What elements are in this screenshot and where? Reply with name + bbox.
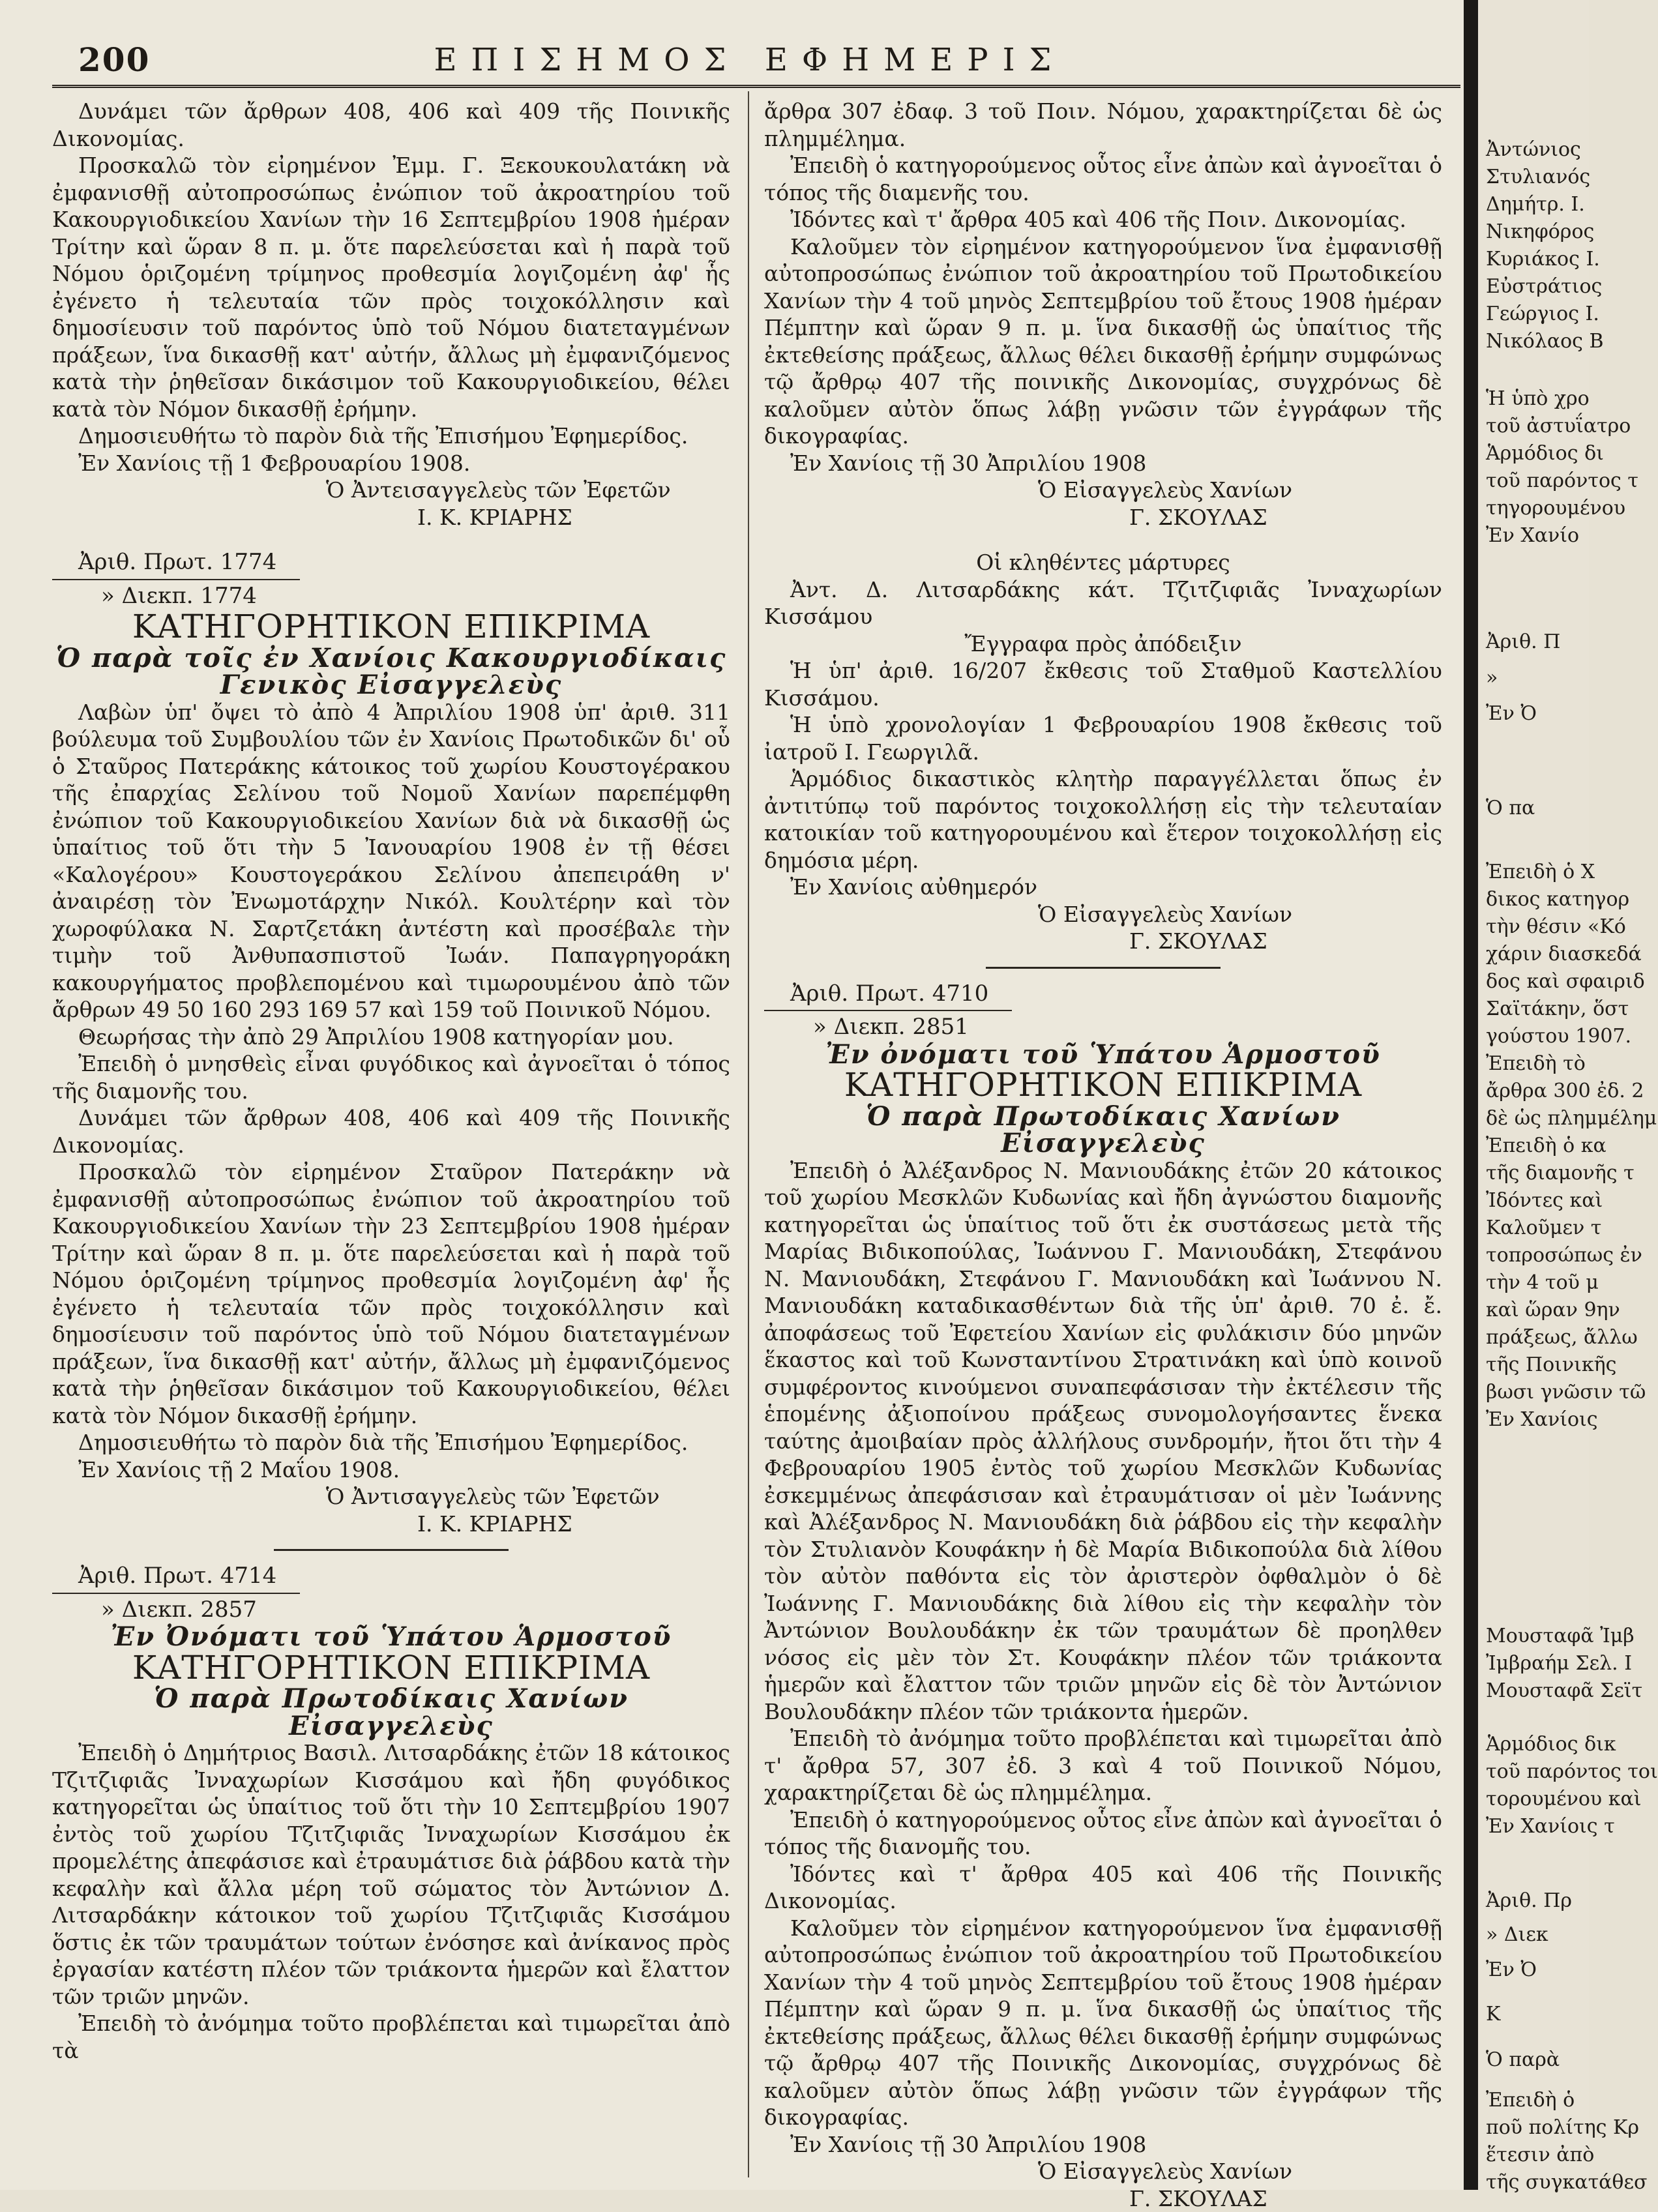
adjacent-page-line: Ἰμβραήμ Σελ. Ι <box>1486 1651 1632 1677</box>
column-divider <box>748 91 749 2177</box>
section-heading: ΚΑΤΗΓΟΡΗΤΙΚΟΝ ΕΠΙΚΡΙΜΑ <box>52 613 730 641</box>
section-heading: ΚΑΤΗΓΟΡΗΤΙΚΟΝ ΕΠΙΚΡΙΜΑ <box>764 1072 1442 1099</box>
paragraph: Ἡ ὑπὸ χρονολογίαν 1 Φεβρουαρίου 1908 ἔκθεσις τοῦ ἰατροῦ Ι. Γεωργιλᾶ. <box>764 711 1442 765</box>
adjacent-page-line: Γεώργιος Ι. <box>1486 301 1599 327</box>
paragraph: Ἐν Χανίοις τῇ 1 Φεβρουαρίου 1908. <box>52 450 730 477</box>
spacer <box>52 531 730 549</box>
adjacent-page-line: Ἐπειδὴ τὸ <box>1486 1051 1586 1077</box>
adjacent-page-line: Ἐν Χανίοις <box>1486 1407 1598 1433</box>
adjacent-page-line: » <box>1486 665 1498 691</box>
adjacent-page-line: τὴν 4 τοῦ μ <box>1486 1270 1599 1296</box>
section-separator <box>274 1549 509 1551</box>
adjacent-page-line: Σαϊτάκην, ὅστ <box>1486 996 1629 1022</box>
adjacent-page-line: » Διεκ <box>1486 1922 1548 1948</box>
section-separator <box>986 967 1221 969</box>
paragraph: Ἐν Χανίοις τῇ 30 Ἀπριλίου 1908 <box>764 2131 1442 2159</box>
adjacent-page-line: Ἐπειδὴ ὁ κα <box>1486 1133 1606 1159</box>
adjacent-page-line: ἕτεσιν ἀπὸ <box>1486 2142 1594 2168</box>
paragraph: Προσκαλῶ τὸν εἰρημένον Ἐμμ. Γ. Ξεκουκουλατάκη νὰ ἐμφανισθῇ αὐτοπροσώπως ἐνώπιον τοῦ ἀκροατηρίου τοῦ Κακουργιοδικείου Χανίων τὴν 16 Σεπτεμβρίου 1908 ἡμέραν Τρίτην καὶ ὥραν 8 π. μ. ὅτε παρελεύσεται καὶ ἡ παρὰ τοῦ Νόμου ὁριζομένη τρίμηνος προθεσμία λογιζομένη ἀφ' ἧς ἐγένετο ἡ τελευταία τῶν πρὸς τοιχοκόλλησιν καὶ δημοσίευσιν τοῦ παρόντος ὑπὸ τοῦ Νόμου διατεταγμένων πράξεων, ἵνα δικασθῇ κατ' αὐτήν, ἄλλως μὴ ἐμφανιζόμενος κατὰ τὴν ῥηθεῖσαν δικάσιμον τοῦ Κακουργιοδικείου, θέλει κατὰ τὸν Νόμον δικασθῇ ἐρήμην. <box>52 152 730 422</box>
adjacent-page-line: τοῦ παρόντος τοι <box>1486 1759 1658 1785</box>
adjacent-page-line: καὶ ὥραν 9ην <box>1486 1297 1620 1323</box>
adjacent-page-line: βωσι γνῶσιν τῶ <box>1486 1379 1646 1406</box>
dispatch-number: » Διεκπ. 2851 <box>764 1014 1442 1041</box>
section-subheading: Ἐν ὀνόματι τοῦ Ὑπάτου Ἁρμοστοῦ <box>764 1041 1442 1069</box>
newspaper-title: ΕΠΙΣΗΜΟΣ ΕΦΗΜΕΡΙΣ <box>52 42 1447 78</box>
signatory-name: Ι. Κ. ΚΡΙΑΡΗΣ <box>52 504 730 531</box>
protocol-number: Ἀριθ. Πρωτ. 4710 <box>764 981 1442 1008</box>
adjacent-page-line: Ἐπειδὴ ὁ Χ <box>1486 859 1595 885</box>
right-column <box>764 98 1442 2212</box>
adjacent-page-line: Ἐπειδὴ ὁ <box>1486 2087 1575 2114</box>
paragraph: Ἐν Χανίοις τῇ 2 Μαΐου 1908. <box>52 1456 730 1484</box>
paragraph: Θεωρήσας τὴν ἀπὸ 29 Ἀπριλίου 1908 κατηγορίαν μου. <box>52 1024 730 1051</box>
adjacent-page-line: Ἁρμόδιος δι <box>1486 441 1604 467</box>
paragraph: Ἐπειδὴ ὁ Ἀλέξανδρος Ν. Μανιουδάκης ἐτῶν 20 κάτοικος τοῦ χωρίου Μεσκλῶν Κυδωνίας καὶ ἤδη ἀγνώστου διαμονῆς κατηγορεῖται ὡς ὑπαίτιος τοῦ ὅτι ἐκ συστάσεως μετὰ τῆς Μαρίας Βιδικοπούλας, Ἰωάννου Γ. Μανιουδάκη, Στεφάνου Ν. Μανιουδάκη, Στεφάνου Γ. Μανιουδάκη καὶ Ἰωάννου Ν. Μανιουδάκη καταδικασθέντων διὰ τῆς ὑπ' ἀριθ. 70 ἐ. ἔ. ἀποφάσεως τοῦ Ἐφετείου Χανίων εἰς φυλάκισιν δύο μηνῶν ἕκαστος καὶ τοῦ Κωνσταντίνου Στρατινάκη καὶ ὑπὸ κοινοῦ συμφέροντος κινούμενοι συναπεφάσισαν τὴν ἐκτέλεσιν τῆς ἑπομένης ἀξιοποίνου πράξεως συνομολογήσαντες ἕνεκα ταύτης ἀμοιβαίαν πρὸς ἀλλήλους συνδρομήν, ἤτοι ὅτι τὴν 4 Φεβρουαρίου 1905 ἐντὸς τοῦ χωρίου Μεσκλῶν Κυδωνίας ἐσκεμμένως ἀπεφάσισαν καὶ ἐτραυμάτισαν οἱ μὲν Ἰωάννης καὶ Ἀλέξανδρος Ν. Μανιουδάκη διὰ ῥάβδου εἰς τὴν κεφαλὴν τὸν Στυλιανὸν Κουφάκην ἡ δὲ Μαρία Βιδικοπούλα διὰ λίθου τὸν αὐτὸν παθόντα εἰς τὸν ἀριστερὸν ὀφθαλμὸν ὁ δὲ Ἰωάννης Γ. Μανιουδάκης διὰ λίθου εἰς τὴν κεφαλὴν τὸν Ἀντώνιον Βουλουδάκην ἐκ τῶν τραυμάτων δὲ προηλθεν νόσος εἰς μὲν τὸν Στ. Κουφάκην πλέον τῶν τριάκοντα ἡμερῶν καὶ ἔλαττον τῶν τριῶν μηνῶν εἰς δὲ τὸν Ἀντώνιον Βουλουδάκην πλέον τῶν τριάκοντα ἡμερῶν. <box>764 1157 1442 1726</box>
paragraph: Ἐν Χανίοις τῇ 30 Ἀπριλίου 1908 <box>764 450 1442 477</box>
header-rule <box>52 85 1460 88</box>
section-subheading: Ἐν Ὀνόματι τοῦ Ὑπάτου Ἁρμοστοῦ <box>52 1623 730 1651</box>
adjacent-page-line: τῆς συγκατάθεσ <box>1486 2170 1648 2196</box>
adjacent-page-line: χάριν διασκεδά <box>1486 941 1642 967</box>
paragraph: Ἀντ. Δ. Λιτσαρδάκης κάτ. Τζιτζιφιᾶς Ἰνναχωρίων Κισσάμου <box>764 576 1442 630</box>
paragraph: Ἁρμόδιος δικαστικὸς κλητὴρ παραγγέλλεται ὅπως ἐν ἀντιτύπῳ τοῦ παρόντος τοιχοκολλήσῃ εἰς τὴν τελευταίαν κατοικίαν τοῦ κατηγορουμένου καὶ ἕτερον τοιχοκολλήσῃ εἰς δημόσια μέρη. <box>764 765 1442 874</box>
paragraph: Δημοσιευθήτω τὸ παρὸν διὰ τῆς Ἐπισήμου Ἐφημερίδος. <box>52 1429 730 1456</box>
left-column <box>52 98 730 2064</box>
paragraph: Προσκαλῶ τὸν εἰρημένον Σταῦρον Πατεράκην νὰ ἐμφανισθῇ αὐτοπροσώπως ἐνώπιον τοῦ ἀκροατηρίου τοῦ Κακουργιοδικείου Χανίων τὴν 23 Σεπτεμβρίου 1908 ἡμέραν Τρίτην καὶ ὥραν 8 π. μ. ὅτε παρελεύσεται καὶ ἡ παρὰ τοῦ Νόμου ὁριζομένη τρίμηνος προθεσμία λογιζομένη ἀφ' ἧς ἐγένετο ἡ τελευταία τῶν πρὸς τοιχοκόλλησιν καὶ δημοσίευσιν τοῦ παρόντος ὑπὸ τοῦ Νόμου διατεταγμένων πράξεων, ἵνα δικασθῇ κατ' αὐτήν, ἄλλως μὴ ἐμφανιζόμενος κατὰ τὴν ῥηθεῖσαν δικάσιμον τοῦ Κακουργιοδικείου, θέλει κατὰ τὸν Νόμον δικασθῇ ἐρήμην. <box>52 1158 730 1429</box>
adjacent-page-line: ποῦ πολίτης Κρ <box>1486 2115 1639 2141</box>
adjacent-page-line: γούστου 1907. <box>1486 1024 1631 1050</box>
adjacent-page-line: Ὁ πα <box>1486 795 1535 821</box>
paragraph: Ἐπειδὴ ὁ κατηγορούμενος οὗτος εἶνε ἀπὼν καὶ ἀγνοεῖται ὁ τόπος τῆς διανομῆς του. <box>764 1806 1442 1861</box>
paragraph: Δυνάμει τῶν ἄρθρων 408, 406 καὶ 409 τῆς Ποινικῆς Δικονομίας. <box>52 1104 730 1158</box>
adjacent-page-line: τὴν θέσιν «Κό <box>1486 914 1626 940</box>
spacer <box>764 531 1442 549</box>
signatory-title: Ὁ Εἰσαγγελεὺς Χανίων <box>764 2158 1442 2185</box>
paragraph: Ἐπειδὴ ὁ Δημήτριος Βασιλ. Λιτσαρδάκης ἐτῶν 18 κάτοικος Τζιτζιφιᾶς Ἰνναχωρίων Κισσάμου καὶ ἤδη φυγόδικος κατηγορεῖται ὡς ὑπαίτιος τοῦ ὅτι τὴν 10 Σεπτεμβρίου 1907 ἐντὸς τοῦ χωρίου Τζιτζιφιᾶς Ἰνναχωρίων Κισσάμου ἐκ προμελέτης ἀπεφάσισε καὶ ἐτραυμάτισε διὰ ῥάβδου κατὰ τὴν κεφαλὴν καὶ ἄλλα μέρη τοῦ σώματος τὸν Ἀντώνιον Δ. Λιτσαρδάκην κάτοικον τοῦ χωρίου Τζιτζιφιᾶς Κισσάμου ὅστις ἐκ τῶν τραυμάτων τούτων ἐνόσησε καὶ ἀνίκανος πρὸς ἐργασίαν κατέστη πλέον τῶν τριάκοντα ἡμερῶν καὶ ἔλαττον τῶν τριῶν μηνῶν. <box>52 1739 730 2010</box>
adjacent-page-line: Μουσταφᾶ Σεϊτ <box>1486 1678 1642 1704</box>
page-number: 200 <box>78 40 150 79</box>
section-heading: ΚΑΤΗΓΟΡΗΤΙΚΟΝ ΕΠΙΚΡΙΜΑ <box>52 1655 730 1682</box>
paragraph: Ἐπειδὴ τὸ ἀνόμημα τοῦτο προβλέπεται καὶ τιμωρεῖται ἀπὸ τὰ <box>52 2010 730 2064</box>
paragraph: Ἰδόντες καὶ τ' ἄρθρα 405 καὶ 406 τῆς Ποιν. Δικονομίας. <box>764 206 1442 233</box>
adjacent-page-line: Κ <box>1486 2001 1500 2028</box>
adjacent-page-line: Ἁρμόδιος δικ <box>1486 1732 1616 1758</box>
section-subheading: Ὁ παρὰ Πρωτοδίκαις Χανίων Εἰσαγγελεὺς <box>52 1685 730 1739</box>
adjacent-page-line: Στυλιανός <box>1486 164 1590 190</box>
adjacent-page-line: Ἐν Χανίο <box>1486 523 1579 549</box>
adjacent-page-line: Ἀριθ. Π <box>1486 629 1560 655</box>
centered-heading: Οἱ κληθέντες μάρτυρες <box>764 549 1442 576</box>
paragraph: Ἰδόντες καὶ τ' ἄρθρα 405 καὶ 406 τῆς Ποινικῆς Δικονομίας. <box>764 1861 1442 1915</box>
adjacent-page-line: δικος κατηγορ <box>1486 887 1629 913</box>
adjacent-page-line: Μουσταφᾶ Ἰμβ <box>1486 1623 1635 1649</box>
adjacent-page-line: πράξεως, ἄλλω <box>1486 1325 1638 1351</box>
adjacent-page-line: τηγορουμένου <box>1486 495 1625 522</box>
signatory-name: Γ. ΣΚΟΥΛΑΣ <box>764 928 1442 955</box>
adjacent-page-line: Νικόλαος Β <box>1486 329 1604 355</box>
paragraph: Ἡ ὑπ' ἀριθ. 16/207 ἔκθεσις τοῦ Σταθμοῦ Καστελλίου Κισσάμου. <box>764 657 1442 711</box>
adjacent-page-line: τοπροσώπως ἐν <box>1486 1243 1642 1269</box>
centered-heading: Ἔγγραφα πρὸς ἀπόδειξιν <box>764 630 1442 658</box>
paragraph: Καλοῦμεν τὸν εἰρημένον κατηγορούμενον ἵνα ἐμφανισθῇ αὐτοπροσώπως ἐνώπιον τοῦ ἀκροατηρίου τοῦ Πρωτοδικείου Χανίων τὴν 4 τοῦ μηνὸς Σεπτεμβρίου τοῦ ἔτους 1908 ἡμέραν Πέμπτην καὶ ὥραν 9 π. μ. ἵνα δικασθῇ ὡς ὑπαίτιος τῆς ἐκτεθείσης πράξεως, ἄλλως θέλει δικασθῇ ἐρήμην συμφώνως τῷ ἄρθρῳ 407 τῆς Ποινικῆς Δικονομίας, συγχρόνως δὲ καλοῦμεν αὐτὸν ὅπως λάβῃ γνῶσιν τῶν ἐγγράφων τῆς δικογραφίας. <box>764 1915 1442 2131</box>
page-header <box>52 40 1447 86</box>
adjacent-page-line: δὲ ὡς πλημμέλημ <box>1486 1106 1657 1132</box>
adjacent-page-line: Ἐν Χανίοις τ <box>1486 1814 1615 1840</box>
paragraph: Ἐπειδὴ τὸ ἀνόμημα τοῦτο προβλέπεται καὶ τιμωρεῖται ἀπὸ τ' ἄρθρα 57, 307 ἐδ. 3 καὶ 4 τοῦ Ποινικοῦ Νόμου, χαρακτηρίζεται δὲ ὡς πλημμέλημα. <box>764 1725 1442 1806</box>
paragraph: Δημοσιευθήτω τὸ παρὸν διὰ τῆς Ἐπισήμου Ἐφημερίδος. <box>52 422 730 450</box>
adjacent-page-line: Ἐν Ὀ <box>1486 1957 1537 1983</box>
protocol-number: Ἀριθ. Πρωτ. 4714 <box>52 1563 730 1590</box>
signatory-title: Ὁ Ἀντισαγγελεὺς τῶν Ἐφετῶν <box>52 1483 730 1511</box>
adjacent-page-line: Ἀριθ. Πρ <box>1486 1888 1572 1914</box>
adjacent-page-line: Καλοῦμεν τ <box>1486 1215 1601 1241</box>
adjacent-page-line: Ἰδόντες καὶ <box>1486 1188 1603 1214</box>
signatory-title: Ὁ Ἀντεισαγγελεὺς τῶν Ἐφετῶν <box>52 477 730 504</box>
paragraph: Δυνάμει τῶν ἄρθρων 408, 406 καὶ 409 τῆς Ποινικῆς Δικονομίας. <box>52 98 730 152</box>
adjacent-page-line: Ἀντώνιος <box>1486 137 1581 163</box>
adjacent-page-line: τορουμένου καὶ <box>1486 1786 1641 1812</box>
signatory-title: Ὁ Εἰσαγγελεὺς Χανίων <box>764 901 1442 928</box>
paragraph: Λαβὼν ὑπ' ὄψει τὸ ἀπὸ 4 Ἀπριλίου 1908 ὑπ' ἀριθ. 311 βούλευμα τοῦ Συμβουλίου τῶν ἐν Χανίοις Πρωτοδικῶν δι' οὗ ὁ Σταῦρος Πατεράκης κάτοικος τοῦ χωρίου Κουστογέρακου τῆς ἐπαρχίας Σελίνου τοῦ Νομοῦ Χανίων παρεπέμφθη ἐνώπιον τοῦ Κακουργιοδικείου Χανίων διὰ νὰ δικασθῇ ὡς ὑπαίτιος τοῦ ὅτι τὴν 5 Ἰανουαρίου 1908 ἐν τῇ θέσει «Καλογέρου» Κουστογεράκου Σελίνου ἀπεπειράθη ν' ἀναιρέσῃ τὸν Ἐνωμοτάρχην Νικόλ. Κουλτέρην καὶ τὸν χωροφύλακα Ν. Σαρτζετάκη ἀντέστη καὶ προσέβαλε τὴν τιμὴν τοῦ Ἀνθυπασπιστοῦ Ἰωάν. Παπαγρηγοράκη κακουργήματος προβλεπομένου καὶ τιμωρουμένου ἀπὸ τῶν ἄρθρων 49 50 160 293 169 57 καὶ 159 τοῦ Ποινικοῦ Νόμου. <box>52 699 730 1024</box>
signatory-name: Ι. Κ. ΚΡΙΑΡΗΣ <box>52 1511 730 1538</box>
reference-rule <box>764 1010 1012 1011</box>
adjacent-page-line: ἄρθρα 300 ἐδ. 2 <box>1486 1078 1644 1104</box>
adjacent-page-fragment <box>1478 0 1589 2190</box>
adjacent-page-line: Ὁ παρὰ <box>1486 2047 1560 2073</box>
adjacent-page-line: Νικηφόρος <box>1486 219 1594 245</box>
signatory-title: Ὁ Εἰσαγγελεὺς Χανίων <box>764 477 1442 504</box>
signatory-name: Γ. ΣΚΟΥΛΑΣ <box>764 504 1442 531</box>
adjacent-page-line: Δημήτρ. Ι. <box>1486 192 1585 218</box>
adjacent-page-line: δος καὶ σφαιριδ <box>1486 969 1645 995</box>
adjacent-page-line: τῆς Ποινικῆς <box>1486 1352 1616 1378</box>
adjacent-page-line: Κυριάκος Ι. <box>1486 246 1600 273</box>
adjacent-page-line: τοῦ παρόντος τ <box>1486 468 1638 494</box>
section-subheading: Ὁ παρὰ Πρωτοδίκαις Χανίων Εἰσαγγελεὺς <box>764 1103 1442 1157</box>
signatory-name: Γ. ΣΚΟΥΛΑΣ <box>764 2185 1442 2212</box>
adjacent-page-line: τῆς διαμονῆς τ <box>1486 1160 1635 1187</box>
dispatch-number: » Διεκπ. 1774 <box>52 583 730 610</box>
adjacent-page-line: Ἡ ὑπὸ χρο <box>1486 386 1590 412</box>
reference-rule <box>52 579 300 580</box>
paragraph-continued: ἄρθρα 307 ἐδαφ. 3 τοῦ Ποιν. Νόμου, χαρακτηρίζεται δὲ ὡς πλημμέλημα. <box>764 98 1442 152</box>
protocol-number: Ἀριθ. Πρωτ. 1774 <box>52 549 730 576</box>
dispatch-number: » Διεκπ. 2857 <box>52 1597 730 1624</box>
adjacent-page-line: τοῦ ἀστυΐατρο <box>1486 413 1631 439</box>
page-gutter-shadow <box>1464 0 1478 2190</box>
paragraph: Ἐπειδὴ ὁ μνησθεὶς εἶναι φυγόδικος καὶ ἀγνοεῖται ὁ τόπος τῆς διαμονῆς του. <box>52 1050 730 1104</box>
section-subheading: Ὁ παρὰ τοῖς ἐν Χανίοις Κακουργιοδίκαις Γενικὸς Εἰσαγγελεὺς <box>52 645 730 699</box>
reference-rule <box>52 1593 300 1594</box>
adjacent-page-line: Εὐστράτιος <box>1486 274 1602 300</box>
paragraph: Ἐν Χανίοις αὐθημερόν <box>764 874 1442 901</box>
adjacent-page-line: Ἐν Ὀ <box>1486 701 1537 727</box>
paragraph: Ἐπειδὴ ὁ κατηγορούμενος οὗτος εἶνε ἀπὼν καὶ ἀγνοεῖται ὁ τόπος τῆς διαμενῆς του. <box>764 152 1442 206</box>
paragraph: Καλοῦμεν τὸν εἰρημένον κατηγορούμενον ἵνα ἐμφανισθῇ αὐτοπροσώπως ἐνώπιον τοῦ ἀκροατηρίου τοῦ Πρωτοδικείου Χανίων τὴν 4 τοῦ μηνὸς Σεπτεμβρίου τοῦ ἔτους 1908 ἡμέραν Πέμπτην καὶ ὥραν 9 π. μ. ἵνα δικασθῇ ὡς ὑπαίτιος τῆς ἐκτεθείσης πράξεως, ἄλλως θέλει δικασθῇ ἐρήμην συμφώνως τῷ ἄρθρῳ 407 τῆς ποινικῆς Δικονομίας, συγχρόνως δὲ καλοῦμεν αὐτὸν ὅπως λάβῃ γνῶσιν τῶν ἐγγράφων τῆς δικογραφίας. <box>764 233 1442 450</box>
